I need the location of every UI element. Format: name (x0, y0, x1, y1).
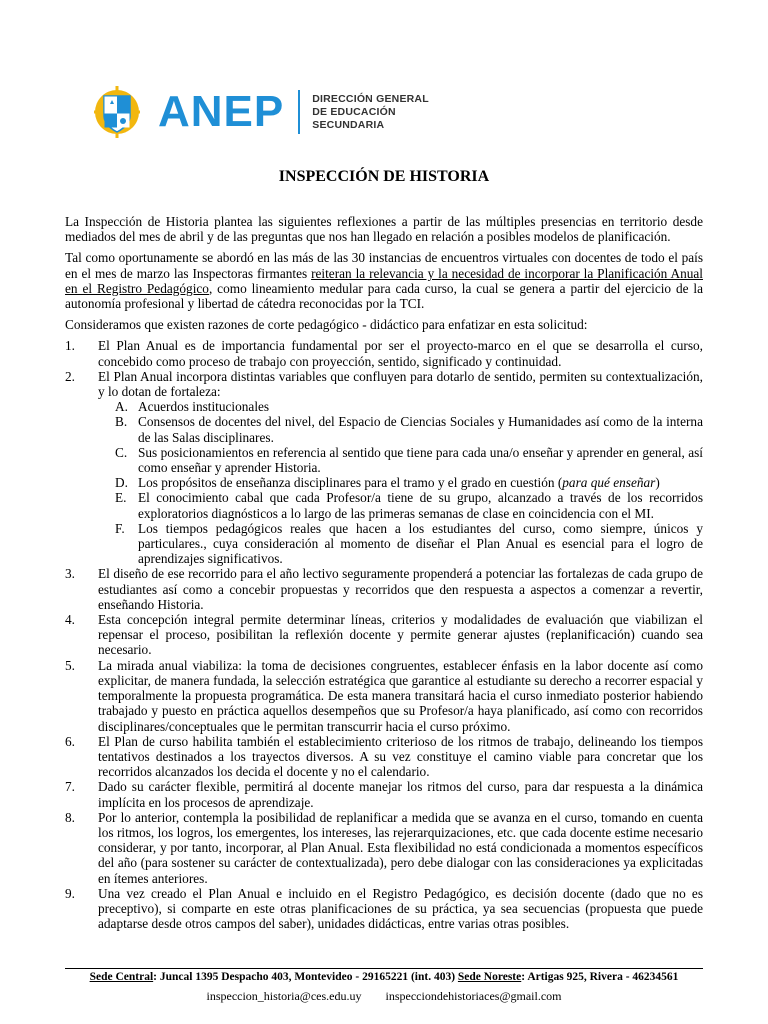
sublist-letter: B. (115, 414, 128, 430)
paragraph-text: , como lineamiento medular para cada curso, la cual se genera a partir del ejercicio de la autonomía profesional y libertad de cátedra reconocidas por la TCI. (65, 280, 704, 312)
list-item (65, 612, 703, 658)
underlined-emphasis: reiteran la relevancia y la necesidad de incorporar la Planificación Anual en el Registro Pedagógico (65, 265, 703, 296)
variables-sublist (98, 399, 703, 566)
list-number: 2. (65, 368, 75, 384)
sublist-item (115, 445, 703, 475)
footer-email-link[interactable]: inspecciondehistoriaces@gmail.com (385, 989, 562, 1003)
brand-subtitle-line: SECUNDARIA (312, 118, 385, 131)
paragraph-context (65, 250, 703, 311)
sublist-item-text: Los tiempos pedagógicos reales que hacen a los estudiantes del curso, como siempre, únicos y particulares., cuya consideración al momento de diseñar el Plan Anual es esencial para el logro de aprendizajes significativos. (138, 520, 703, 567)
brand-divider (298, 90, 300, 134)
list-item (65, 369, 703, 567)
sublist-letter: D. (115, 475, 128, 491)
uruguay-shield-icon (94, 86, 140, 138)
footer-divider (65, 968, 703, 969)
footer-address-central: : Juncal 1395 Despacho 403, Montevideo - 29165221 (int. 403) (153, 971, 458, 983)
footer-addresses (65, 971, 703, 983)
list-number: 8. (65, 809, 75, 825)
sublist-item (115, 475, 703, 490)
sublist-letter: F. (115, 520, 125, 536)
list-item-text: El Plan Anual es de importancia fundamental por ser el proyecto-marco en el que se desarrolla el curso, concebido como proceso de trabajo con proyección, sentido, significado y continuidad. (98, 338, 703, 369)
list-item-text: El Plan de curso habilita también el establecimiento criterioso de los ritmos de trabajo, delineando los tiempos tentativos destinados a los trayectos diversos. A su vez constituye el camino viable para concretar que los recorridos alcanzados los decida el docente y no el calendario. (98, 733, 703, 780)
sublist-item-text: El conocimiento cabal que cada Profesor/a tiene de su grupo, alcanzado a través de los recorridos exploratorios diagnósticos a lo largo de las primeras semanas de clase en coincidencia con el MI. (138, 490, 703, 521)
sublist-item-tail: ) (655, 475, 660, 491)
sublist-item-italic: para qué enseñar (562, 475, 656, 491)
brand-subtitle-line: DE EDUCACIÓN (312, 105, 396, 118)
list-number: 4. (65, 612, 75, 628)
footer-label-noreste: Sede Noreste (457, 971, 522, 983)
list-item (65, 338, 703, 368)
list-number: 7. (65, 779, 75, 795)
list-item (65, 886, 703, 932)
sublist-item (115, 521, 703, 567)
sublist-item-text: Consensos de docentes del nivel, del Espacio de Ciencias Sociales y Humanidades así como de la interna de las Salas disciplinares. (138, 414, 703, 445)
list-item (65, 734, 703, 780)
page-title: INSPECCIÓN DE HISTORIA (278, 168, 490, 185)
list-item (65, 779, 703, 809)
paragraph-reasons: Consideramos que existen razones de corte pedagógico - didáctico para enfatizar en esta solicitud: (65, 317, 588, 333)
list-number: 9. (65, 885, 75, 901)
footer-emails (65, 989, 703, 1004)
list-item (65, 810, 703, 886)
sublist-item-text: Acuerdos institucionales (138, 399, 270, 415)
footer-email-link[interactable]: inspeccion_historia@ces.edu.uy (206, 989, 362, 1003)
sublist-item-text: Los propósitos de enseñanza disciplinares para el tramo y el grado en cuestión ( (138, 475, 563, 491)
brand-subtitle (312, 93, 429, 132)
anep-logo (94, 86, 429, 138)
brand-subtitle-line: DIRECCIÓN GENERAL (312, 92, 429, 105)
footer-address-noreste: : Artigas 925, Rivera - 46234561 (521, 971, 679, 983)
brand-name: ANEP (158, 87, 285, 136)
sublist-letter: A. (115, 399, 128, 415)
list-item (65, 566, 703, 612)
document-body (65, 214, 703, 931)
sublist-item (115, 490, 703, 520)
sublist-item (115, 414, 703, 444)
list-item-text: Esta concepción integral permite determinar líneas, criterios y modalidades de evaluación que viabilizan el repensar el proceso, posibilitan la reflexión docente y permite generar ajustes (replanificación) cuando sea necesario. (98, 612, 703, 658)
sublist-letter: C. (115, 444, 128, 460)
reasons-list (65, 338, 703, 931)
list-number: 3. (65, 566, 75, 582)
paragraph-text: Tal como oportunamente se abordó en las más de las 30 instancias de encuentros virtuales con docentes de todo el país en el mes de marzo las Inspectoras firmantes (65, 250, 703, 281)
list-number: 1. (65, 338, 75, 354)
list-item-text: Dado su carácter flexible, permitirá al docente manejar los ritmos del curso, para dar respuesta a la dinámica implícita en los procesos de aprendizaje. (98, 779, 703, 810)
sublist-item (115, 399, 703, 414)
list-item-text: Por lo anterior, contempla la posibilidad de replanificar a medida que se avanza en el curso, tomando en cuenta los ritmos, los logros, los emergentes, los intereses, las rejerarquizaciones, etc. que cada docente estime necesario considerar, y por tanto, incorporar, al Plan Anual. Esta flexibilidad no está condicionada a momentos específicos del año (para sostener su carácter de contextualizada), pero debe dialogar con las consideraciones ya explicitadas en ítemes anteriores. (98, 809, 703, 886)
footer-label-central: Sede Central (89, 971, 154, 983)
list-item-text: Una vez creado el Plan Anual e incluido en el Registro Pedagógico, es decisión docente (dado que no es preceptivo), si comparte en este otras planificaciones de su práctica, ya sea secuencias (propuesta que puede adaptarse desde otros campos del saber), unidades didácticas, entre varias otras posibles. (98, 885, 703, 932)
list-item-text: La mirada anual viabiliza: la toma de decisiones congruentes, establecer énfasis en la labor docente así como explicitar, de manera fundada, la selección estratégica que garantice al estudiante su derecho a recorrer espacial y temporalmente la propuesta programática. De esta manera transitará hacia el curso inmediato posterior habiendo trabajado y puesto en práctica aquellos desempeños que su Profesor/a haya planificado, así como con recorridos disciplinares/conceptuales que le permitan transcurrir hacia el curso próximo. (98, 657, 703, 734)
sublist-item-text: Sus posicionamientos en referencia al sentido que tiene para cada una/o enseñar y aprender en general, así como enseñar y aprender Historia. (138, 444, 703, 476)
list-item-text: El diseño de ese recorrido para el año lectivo seguramente propenderá a potenciar las fortalezas de cada grupo de estudiantes así como a concebir propuestas y recorridos que den respuesta a aspectos a comenzar a revertir, enseñando Historia. (98, 566, 703, 612)
list-item-text: El Plan Anual incorpora distintas variables que confluyen para dotarlo de sentido, permiten su contextualización, y lo dotan de fortaleza: (98, 368, 703, 400)
sublist-letter: E. (115, 490, 127, 506)
list-number: 5. (65, 657, 75, 673)
paragraph-intro: La Inspección de Historia plantea las siguientes reflexiones a partir de las múltiples presencias en territorio desde mediados del mes de abril y de las preguntas que nos han llegado en relación a posibles modelos de planificación. (65, 214, 703, 245)
list-number: 6. (65, 733, 75, 749)
list-item (65, 658, 703, 734)
